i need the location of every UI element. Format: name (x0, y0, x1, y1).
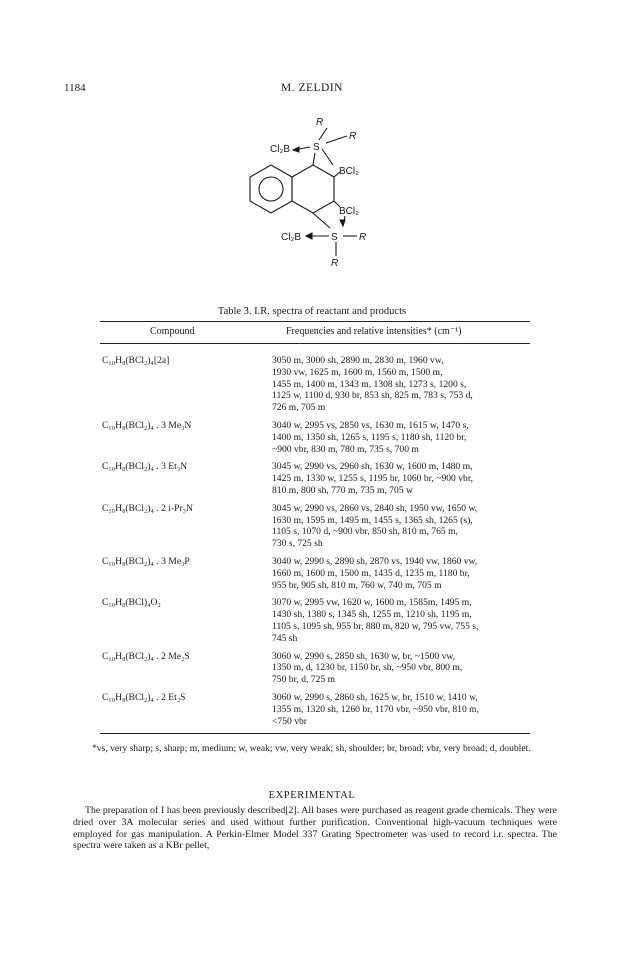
frequency-line: 1660 m, 1600 m, 1500 m, 1435 d, 1235 m, 1180 br, (272, 567, 470, 579)
cl2b-bottom-label: Cl₂B (281, 232, 301, 243)
compound-cell: C₁₀H₈(BCl₂)₄ . 3 Et₃N (102, 461, 188, 473)
frequencies-cell (272, 503, 532, 550)
arrow-head-top (293, 147, 299, 152)
fused-ring (292, 165, 334, 213)
frequency-line: 1455 m, 1400 m, 1343 m, 1308 sh, 1273 s, 1200 s, (272, 378, 467, 390)
frequency-line: 1350 m, d, 1230 br, 1150 br, sh, ~950 vbr, 800 m, (272, 662, 463, 674)
frequency-line: 730 s, 725 sh (272, 538, 323, 550)
r-label-1: R (316, 117, 324, 128)
body-paragraph (73, 805, 557, 852)
s-top-label: S (313, 142, 320, 153)
frequency-line: 726 m, 705 m (272, 402, 326, 414)
bond-ring-s-top (313, 153, 315, 165)
compound-cell: C₁₀H₈(BCl)₄O₂ (102, 597, 161, 609)
running-head: M. ZELDIN (281, 82, 343, 94)
frequencies-cell (272, 651, 532, 686)
frequency-line: 3060 w, 2990 s, 2850 sh, 1630 w, br, ~1500 vw, (272, 650, 456, 662)
compound-cell: C₁₀H₈(BCl₂)₄ . 2 i-Pr₃N (102, 502, 193, 514)
bond-s-top-r-up (319, 128, 327, 140)
frequency-line: 1430 sh, 1380 s, 1345 sh, 1255 m, 1210 sh, 1195 m, (272, 609, 472, 621)
col-header-frequencies: Frequencies and relative intensities* (cm⁻¹) (286, 326, 462, 337)
frequency-line: 3045 w, 2990 vs, 2860 vs, 2840 sh, 1950 vw, 1650 w, (272, 502, 478, 514)
compound-cell: C₁₀H₈(BCl₂)₄ . 2 Et₂S (102, 692, 186, 703)
chemical-structure (0, 0, 624, 300)
frequency-line: 1105 s, 1095 sh, 955 br, 880 m, 820 w, 795 vw, 755 s, (272, 620, 479, 632)
bcl2-lower-label: BCl₂ (339, 206, 359, 217)
r-label-4: R (331, 258, 339, 269)
compound-cell: C₁₀H₈(BCl₂)₄ . 2 Me₂S (102, 650, 190, 662)
s-bottom-label: S (331, 232, 338, 243)
frequency-line: 1400 m, 1350 sh, 1265 s, 1195 s, 1180 sh, 1120 br, (272, 431, 467, 443)
benzene-ring (250, 165, 292, 213)
frequency-line: 745 sh (272, 632, 298, 644)
page-number: 1184 (64, 82, 86, 94)
frequency-line: 1125 w, 1100 d, 930 br, 853 sh, 825 m, 783 s, 753 d, (272, 390, 473, 402)
table-bottom-rule (100, 733, 530, 734)
arrow-head-bottom (306, 233, 312, 239)
frequencies-cell (272, 461, 532, 496)
frequencies-cell (272, 556, 532, 591)
cl2b-top-label: Cl₂B (270, 144, 290, 155)
compound-cell: C₁₀H₈(BCl₂)₄ . 3 Me₃N (102, 420, 192, 431)
frequency-line: ~900 vbr, 830 m, 780 m, 735 s, 700 m (272, 443, 419, 455)
frequency-line: 3045 w, 2990 vs, 2960 sh, 1630 w, 1600 m, 1480 m, (272, 461, 473, 473)
col-header-compound: Compound (150, 326, 195, 337)
frequency-line: 750 br, d, 725 m (272, 674, 336, 686)
frequency-line: 1630 m, 1595 m, 1495 m, 1455 s, 1365 sh, 1265 (s), (272, 514, 473, 526)
table-header-rule (100, 343, 530, 344)
arrow-head-bcl2 (340, 220, 345, 226)
frequency-line: 1105 s, 1070 d, ~900 vbr, 850 sh, 810 m, 765 m, (272, 526, 458, 538)
frequency-line: 1355 m, 1320 sh, 1260 br, 1170 vbr, ~950 vbr, 810 m, (272, 703, 480, 715)
bcl2-upper-label: BCl₂ (339, 166, 359, 177)
r-label-2: R (349, 131, 357, 142)
frequency-line: <750 vbr (272, 715, 307, 727)
aromatic-circle (259, 177, 283, 201)
frequency-line: 3040 w, 2990 s, 2890 sh, 2870 vs, 1940 vw, 1860 vw, (272, 556, 478, 567)
frequencies-cell (272, 355, 532, 414)
table-top-rule (100, 321, 530, 322)
frequency-line: 3070 w, 2995 vw, 1620 w, 1600 m, 1585m, 1495 m, (272, 597, 472, 609)
body-text: The preparation of I has been previously described[2]. All bases were purchased as reagent grade chemicals. They were dried over 3A molecular series and used without further purification. Conventional high-vacuum techniques were employed for gas manipulation. A Perkin-Elmer Model 337 Grating Spectrometer was used to record i.r. spectra. The spectra were taken as a KBr pellet, (73, 805, 557, 852)
frequency-line: 955 br, 905 sh, 810 m, 760 w, 740 m, 705 m (272, 579, 442, 591)
bond-s-top-r-right (326, 136, 347, 143)
r-label-3: R (359, 232, 367, 243)
bond-s-top-bcl2-upper (322, 149, 333, 165)
frequency-line: 3040 w, 2995 vs, 2850 vs, 1630 m, 1615 w, 1470 s, (272, 420, 469, 431)
compound-cell: C₁₀H₈(BCl₂)₄[2a] (102, 355, 170, 366)
table-caption: Table 3. I.R. spectra of reactant and products (217, 306, 407, 317)
bond-ring-s-bottom (313, 213, 330, 228)
frequencies-cell (272, 597, 532, 644)
frequency-line: 810 m, 800 sh, 770 m, 735 m, 705 w (272, 484, 413, 496)
frequencies-cell (272, 420, 532, 455)
frequency-line: 3060 w, 2990 s, 2860 sh, 1625 w, br, 1510 w, 1410 w, (272, 692, 478, 703)
compound-cell: C₁₀H₈(BCl₂)₄ . 3 Me₃P (102, 556, 190, 567)
frequency-line: 1930 vw, 1625 m, 1600 m, 1560 m, 1500 m, (272, 366, 443, 378)
frequency-line: 3050 m, 3000 sh, 2890 m, 2830 m, 1960 vw, (272, 355, 444, 366)
section-heading: EXPERIMENTAL (268, 790, 356, 801)
frequencies-cell (272, 692, 532, 727)
frequency-line: 1425 m, 1330 w, 1255 s, 1195 br, 1060 br, ~900 vbr, (272, 473, 474, 485)
table-footnote: *vs, very sharp; s, sharp; m, medium; w, weak; vw, very weak; sh, shoulder; br, broad; vbr, very broad; d, doublet. (92, 743, 531, 754)
